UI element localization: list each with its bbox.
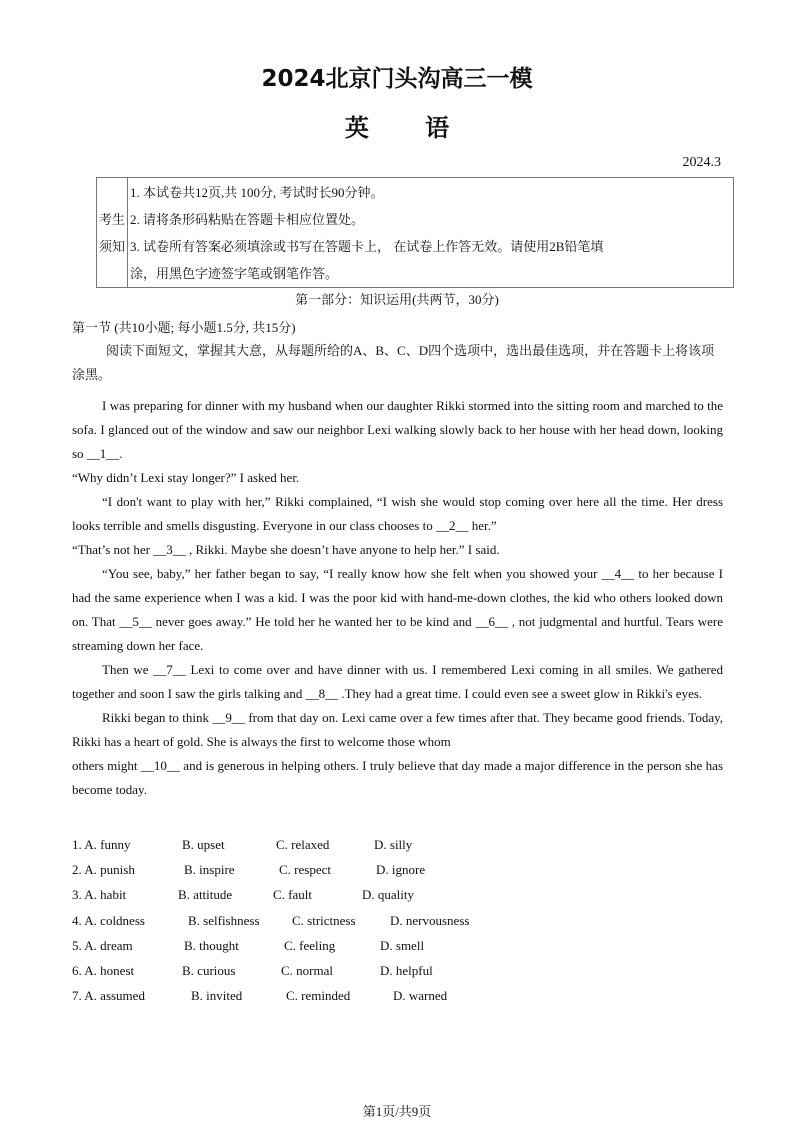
option-b: B. upset (182, 837, 225, 852)
part-title: 第一部分：知识运用(共两节，30分) (295, 292, 499, 307)
notice-line: 1. 本试卷共12页,共 100分, 考试时长90分钟。 (130, 184, 384, 200)
page-footer: 第1页/共9页 (362, 1104, 432, 1119)
option-b: B. invited (191, 988, 243, 1004)
option-d: D. silly (374, 837, 413, 852)
instructions: 阅读下面短文，掌握其大意，从每题所给的A、B、C、D四个选项中，选出最佳选项，并在答题卡上将该项涂黑。 (72, 343, 715, 382)
exam-title: 2024北京门头沟高三一模 (261, 66, 533, 92)
passage-paragraph: “That’s not her __3__ , Rikki. Maybe she doesn’t have anyone to help her.” I said. (72, 542, 500, 557)
option-a: 1. A. funny (72, 837, 131, 852)
passage-paragraph: I was preparing for dinner with my husband when our daughter Rikki stormed into the sitting room and marched to the sofa. I glanced out of the window and saw our neighbor Lexi walking slowly back to her house with her head down, looking so __1__. (72, 398, 723, 461)
notice-label (97, 178, 128, 288)
notice-label-bottom: 须知 (98, 238, 125, 254)
option-a: 5. A. dream (72, 937, 133, 953)
notice-line: 3. 试卷所有答案必须填涂或书写在答题卡上， 在试卷上作答无效。请使用2B铅笔填 (130, 238, 604, 254)
section-title: 第一节 (共10小题; 每小题1.5分, 共15分) (72, 320, 296, 335)
option-b: B. curious (182, 962, 236, 978)
passage-paragraph: “You see, baby,” her father began to say, “I really know how she felt when you showed your __4__ to her because I had the same experience when I was a kid. I was the poor kid with hand-me-down clothes, the kid who others looked down on. That __5__ never goes away.” He told her he wanted her to be kind and __6__ , not judgmental and hurtful. Tears were streaming down her face. (72, 566, 723, 653)
option-c: C. normal (281, 962, 333, 978)
passage-paragraph: “I don't want to play with her,” Rikki complained, “I wish she would stop coming over here all the time. Her dress looks terrible and smells disgusting. Everyone in our class chooses to __2__ her.” (72, 494, 723, 533)
option-d: D. smell (380, 937, 425, 953)
notice-content (128, 178, 734, 288)
exam-date: 2024.3 (682, 155, 721, 170)
option-c: C. relaxed (276, 837, 330, 852)
option-b: B. inspire (184, 862, 235, 878)
passage (72, 394, 723, 802)
option-d: D. warned (393, 988, 448, 1004)
option-a: 2. A. punish (72, 862, 135, 878)
option-b: B. attitude (178, 887, 233, 903)
notice-line: 涂，用黑色字迹签字笔或钢笔作答。 (130, 265, 339, 281)
option-b: B. thought (184, 937, 239, 953)
passage-paragraph: others might __10__ and is generous in helping others. I truly believe that day made a major difference in the person she has become today. (72, 758, 723, 797)
option-c: C. respect (279, 862, 331, 878)
notice-box (96, 177, 734, 288)
passage-paragraph: Then we __7__ Lexi to come over and have dinner with us. I remembered Lexi coming in all smiles. We gathered together and soon I saw the girls talking and __8__ .They had a great time. I could even see a sweet glow in Rikki's eyes. (72, 662, 723, 701)
notice-label-top: 考生 (98, 211, 125, 227)
option-a: 6. A. honest (72, 962, 135, 978)
passage-paragraph: “Why didn’t Lexi stay longer?” I asked her. (72, 470, 300, 485)
passage-paragraph: Rikki began to think __9__ from that day on. Lexi came over a few times after that. They became good friends. Today, Rikki has a heart of gold. She is always the first to welcome those whom (72, 710, 723, 749)
option-d: D. nervousness (390, 912, 470, 928)
option-b: B. selfishness (188, 912, 260, 928)
option-d: D. helpful (380, 962, 433, 978)
option-c: C. reminded (286, 988, 351, 1004)
subject-title: 英 语 (344, 114, 474, 142)
option-a: 4. A. coldness (72, 912, 145, 928)
option-a: 3. A. habit (72, 887, 127, 903)
option-c: C. fault (273, 887, 312, 903)
notice-line: 2. 请将条形码粘贴在答题卡相应位置处。 (130, 211, 365, 227)
option-c: C. strictness (292, 912, 356, 928)
option-c: C. feeling (284, 937, 336, 953)
option-d: D. quality (362, 887, 414, 903)
option-a: 7. A. assumed (72, 988, 145, 1004)
option-d: D. ignore (376, 862, 426, 878)
